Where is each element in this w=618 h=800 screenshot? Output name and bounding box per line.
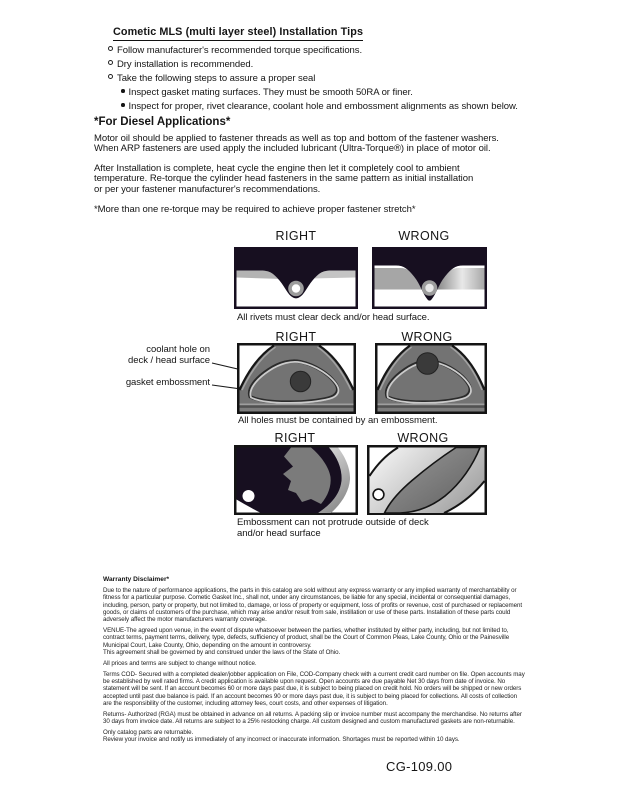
list-item [108, 101, 518, 115]
diagram-embossment-wrong [367, 445, 487, 515]
warranty-disclaimer-heading: Warranty Disclaimer* [103, 576, 170, 583]
circle-bullet-icon [108, 46, 113, 51]
dot-bullet-icon [121, 103, 125, 107]
paragraph-line: After Installation is complete, heat cycle the engine then let it completely cool to ambient [94, 162, 460, 174]
row2-caption: All holes must be contained by an embossment. [238, 415, 438, 426]
list-item [108, 59, 518, 73]
list-item [108, 87, 518, 101]
list-item-text: Inspect for proper, rivet clearance, coolant hole and embossment alignments as shown below. [128, 100, 518, 112]
right-label-row2: RIGHT [275, 330, 317, 344]
paragraph-line: temperature. Re-torque the cylinder head fasteners in the same pattern as initial installation [94, 173, 474, 185]
document-code: CG-109.00 [386, 759, 453, 774]
disclaimer-line: Review your invoice and notify us immediately of any incorrect or inaccurate information. Shortages must be reported within 10 days. [103, 736, 460, 744]
wrong-label-row1: WRONG [398, 229, 450, 243]
disclaimer-line: including, person, party or property, but not limited to, damage, or loss of property or equipment, loss of profits or revenue, cost of purchased or replacement [103, 601, 523, 609]
list-item [108, 45, 518, 59]
annotation-line: deck / head surface [128, 354, 210, 366]
diesel-paragraph [94, 134, 514, 155]
disclaimer-paragraph [103, 729, 573, 744]
disclaimer-line: goods, or claims of customers of the purchase, which may arise and/or result from sale, instillation or use of these parts. Installation of these parts could [103, 608, 511, 616]
page-title: Cometic MLS (multi layer steel) Installation Tips [113, 26, 363, 41]
list-item-text: Dry installation is recommended. [117, 58, 254, 70]
diagram-rivet-wrong [372, 247, 487, 309]
disclaimer-paragraph [103, 627, 573, 656]
row3-caption [237, 517, 429, 539]
list-item-text: Follow manufacturer's recommended torque specifications. [117, 45, 363, 56]
disclaimer-line: Returns- Authorized (RGA) must be obtained in advance on all returns. A packing slip or invoice number must accompany the merchandise. No returns after [103, 710, 522, 718]
retorque-note: *More than one re-torque may be required to achieve proper fastener stretch* [94, 204, 416, 216]
disclaimer-paragraph [103, 587, 573, 623]
diagram-coolant-hole-wrong [375, 343, 487, 414]
wrong-label-row3: WRONG [397, 431, 449, 445]
circle-bullet-icon [108, 60, 113, 65]
paragraph-line: or per your fastener manufacturer's recommendations. [94, 183, 321, 195]
disclaimer-line: contract terms, payment terms, delivery, type, defects, sufficiency of product, shall be the Court of Common Pleas, Lake County, Ohio or the Painesville [103, 634, 510, 642]
disclaimer-line: All prices and terms are subject to change without notice. [103, 659, 257, 667]
disclaimer-line: Terms COD- Secured with a completed dealer/jobber application on File, COD-Company check with a current credit card number on file. Open accounts may [103, 670, 525, 678]
disclaimer-line: Due to the nature of performance applications, the parts in this catalog are sold without any express warranty or any implied warranty of merchantability or [103, 587, 517, 594]
disclaimer-line: Only catalog parts are returnable. [103, 729, 194, 737]
list-item-text: Inspect gasket mating surfaces. They must be smooth 50RA or finer. [128, 86, 413, 98]
diesel-paragraph [94, 164, 514, 195]
right-label-row3: RIGHT [274, 431, 316, 445]
disclaimer-line: accepted until past due balance is paid. If an account becomes 90 or more days past due, it is subject to being placed for collections. All costs of collection [103, 692, 518, 700]
disclaimer-line: be established by well rated firms. A credit application is available upon request. Open accounts are due payable Net 30 days from date of invoice. No [103, 678, 506, 686]
wrong-label-row2: WRONG [401, 330, 453, 344]
disclaimer-paragraph [103, 660, 573, 667]
gasket-embossment-annotation [96, 378, 210, 389]
disclaimer-line: fitness for a particular purpose. Cometic Gasket Inc., shall not, under any circumstances, be liable for any special, incidental or consequential damages, [103, 594, 511, 602]
warranty-disclaimer-section [103, 576, 573, 747]
dot-bullet-icon [121, 89, 125, 93]
diagram-coolant-hole-right [237, 343, 356, 414]
disclaimer-line: adversely affect the motor manufacturers warranty coverage. [103, 616, 267, 624]
caption-line: Embossment can not protrude outside of deck [237, 517, 429, 528]
diesel-heading: *For Diesel Applications* [94, 116, 231, 128]
row1-caption: All rivets must clear deck and/or head surface. [237, 312, 430, 323]
caption-line: and/or head surface [237, 528, 321, 540]
right-label-row1: RIGHT [275, 229, 317, 243]
paragraph-line: When ARP fasteners are used apply the included lubricant (Ultra-Torque®) in place of motor oil. [94, 143, 491, 155]
disclaimer-line: VENUE-The agreed upon venue, in the event of dispute whatsoever between the parties, whether instituted by either party, including, but not limited to, [103, 627, 509, 635]
diesel-applications-section [94, 116, 514, 215]
installation-tips-list [108, 45, 518, 114]
disclaimer-paragraph [103, 671, 573, 707]
list-item-text: Take the following steps to assure a proper seal [117, 72, 316, 84]
list-item [108, 73, 518, 87]
disclaimer-line: 30 days from invoice date. All returns are subject to a 25% restocking charge. All custom designed and custom manufactured gaskets are non-returnable. [103, 718, 515, 726]
coolant-hole-annotation [96, 345, 210, 366]
disclaimer-line: This agreement shall be governed by and construed under the laws of the State of Ohio. [103, 648, 341, 656]
disclaimer-paragraph [103, 711, 573, 726]
annotation-line: coolant hole on [146, 344, 210, 355]
annotation-line: gasket embossment [125, 377, 210, 388]
disclaimer-line: Municipal Court, Lake County, Ohio, depending on the amount in controversy. [103, 641, 312, 649]
circle-bullet-icon [108, 74, 113, 79]
paragraph-line: Motor oil should be applied to fastener threads as well as top and bottom of the fastener washers. [94, 133, 499, 144]
disclaimer-line: are the responsibility of the customer, including attorney fees, court costs, and other expenses of litigation. [103, 699, 388, 707]
diagram-embossment-right [234, 445, 358, 515]
diagram-rivet-right [234, 247, 358, 309]
disclaimer-line: statement will be sent. If an account becomes 60 or more days past due, it is subject to being placed on credit hold. No orders will be shipped or new orders [103, 685, 522, 693]
